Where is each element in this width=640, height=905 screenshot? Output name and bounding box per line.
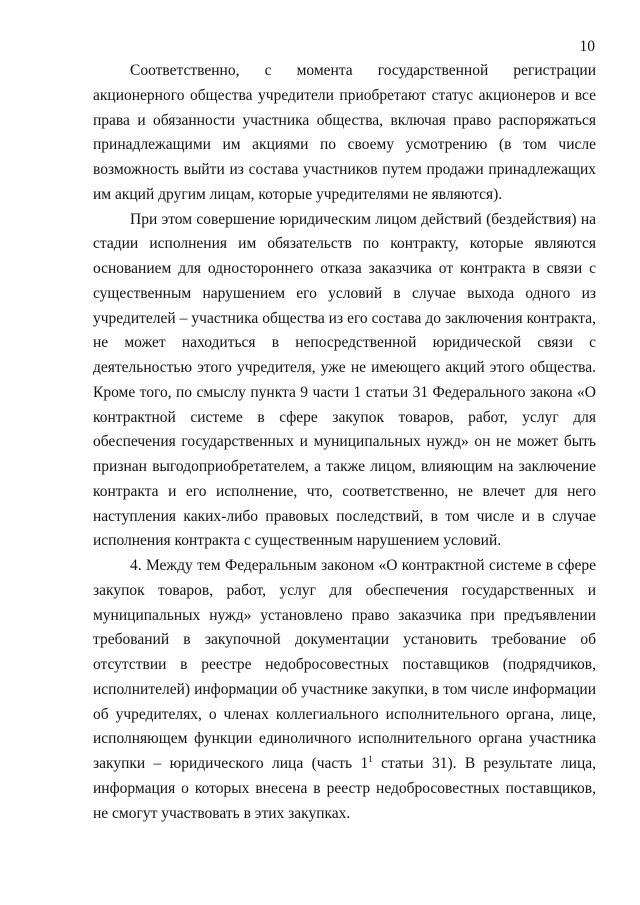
- superscript-index: 1: [368, 754, 373, 764]
- paragraph-text-part-2: статьи 31). В результате лица, информация о которых внесена в реестр недобросовестных поставщиков, не смогут участвовать в этих закупках.: [93, 755, 596, 822]
- body-text: [93, 59, 596, 826]
- paragraph-unscrupulous-suppliers-registry: [93, 554, 596, 826]
- page-number: 10: [579, 38, 595, 55]
- paragraph-shareholder-status: Соответственно, с момента государственной регистрации акционерного общества учредители приобретают статус акционеров и все права и обязанности участника общества, включая право распоряжаться принадлежащими им акциями по своему усмотрению (в том числе возможность выйти из состава участников путем продажи принадлежащих им акций другим лицам, которые учредителями не являются).: [93, 62, 596, 203]
- paragraph-text-part-1: 4. Между тем Федеральным законом «О контрактной системе в сфере закупок товаров, работ, услуг для обеспечения государственных и муниципальных нужд» установлено право заказчика при предъявлении требований в закупочной документации установить требование об отсутствии в реестре недобросовестных поставщиков (подрядчиков, исполнителей) информации об участнике закупки, в том числе информации об учредителях, о членах коллегиального исполнительного органа, лице, исполняющем функции единоличного исполнительного органа участника закупки – юридического лица (часть 1: [93, 557, 596, 772]
- paragraph-contract-performance: При этом совершение юридическим лицом действий (бездействия) на стадии исполнения им обязательств по контракту, которые являются основанием для одностороннего отказа заказчика от контракта в связи с существенным нарушением его условий в случае выхода одного из учредителей – участника общества из его состава до заключения контракта, не может находиться в непосредственной юридической связи с деятельностью этого учредителя, уже не имеющего акций этого общества. Кроме того, по смыслу пункта 9 части 1 статьи 31 Федерального закона «О контрактной системе в сфере закупок товаров, работ, услуг для обеспечения государственных и муниципальных нужд» он не может быть признан выгодоприобретателем, а также лицом, влияющим на заключение контракта и его исполнение, что, соответственно, не влечет для него наступления каких-либо правовых последствий, в том числе и в случае исполнения контракта с существенным нарушением условий.: [93, 210, 596, 550]
